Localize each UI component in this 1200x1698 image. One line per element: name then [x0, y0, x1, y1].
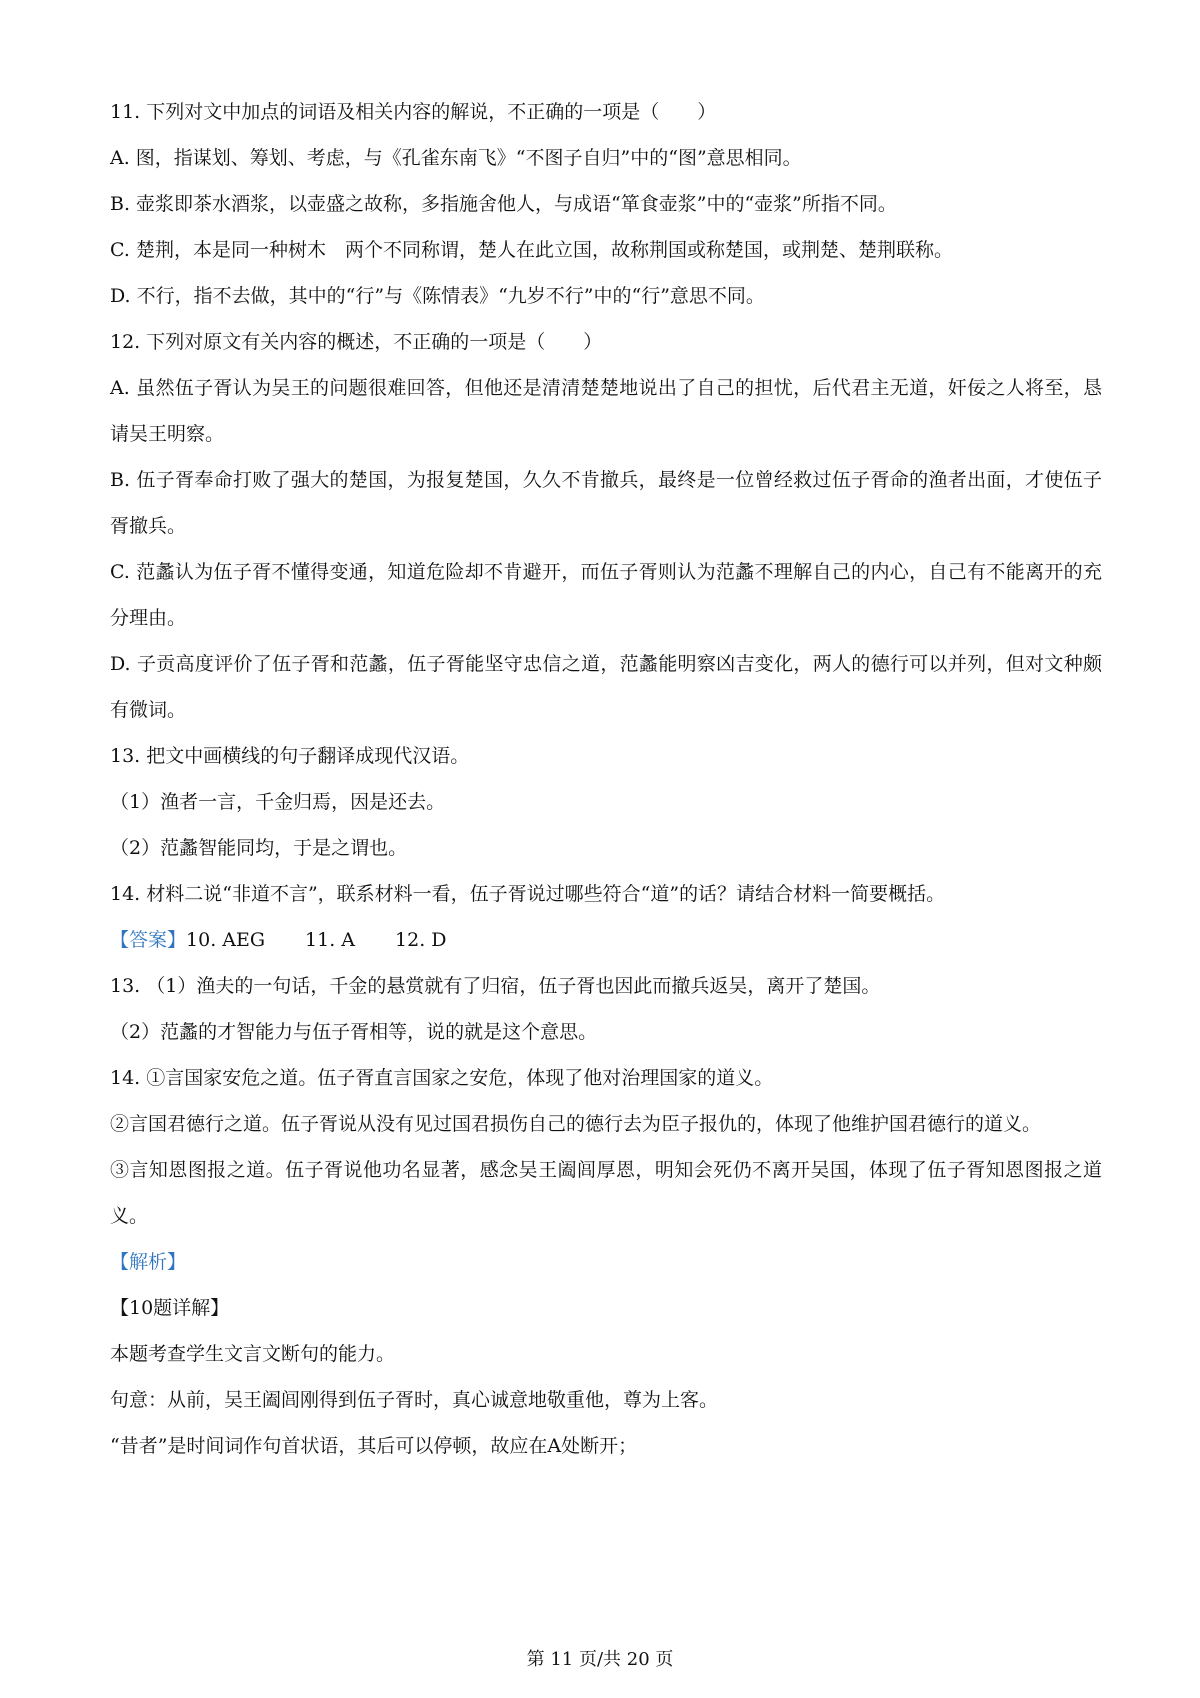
answer-q11: 11. A — [305, 929, 356, 951]
q11-option-d: D. 不行，指不去做，其中的“行”与《陈情表》“九岁不行”中的“行”意思不同。 — [110, 285, 765, 307]
analysis-paragraph-3: “昔者”是时间词作句首状语，其后可以停顿，故应在A处断开； — [110, 1435, 638, 1457]
answer-q14-point-3: ③言知恩图报之道。伍子胥说他功名显著，感念吴王阖闾厚恩，明知会死仍不离开吴国，体现了伍子胥知恩图报之道义。 — [110, 1159, 1102, 1227]
q12-option-a: A. 虽然伍子胥认为吴王的问题很难回答，但他还是清清楚楚地说出了自己的担忧，后代君主无道，奸佞之人将至，恳请吴王明察。 — [110, 377, 1102, 445]
q12-stem: 12. 下列对原文有关内容的概述，不正确的一项是（ ） — [110, 331, 603, 353]
answer-q12: 12. D — [395, 929, 447, 951]
q11-option-c: C. 楚荆，本是同一种树木 两个不同称谓，楚人在此立国，故称荆国或称楚国，或荆楚、楚荆联称。 — [110, 239, 953, 261]
q12-option-d: D. 子贡高度评价了伍子胥和范蠡，伍子胥能坚守忠信之道，范蠡能明察凶吉变化，两人的德行可以并列，但对文种颇有微词。 — [110, 653, 1102, 721]
q11-option-a: A. 图，指谋划、筹划、考虑，与《孔雀东南飞》“不图子自归”中的“图”意思相同。 — [110, 147, 802, 169]
q13-sentence-1: （1）渔者一言，千金归焉，因是还去。 — [110, 791, 446, 813]
answer-tag: 【答案】 — [110, 929, 187, 951]
q12-option-c: C. 范蠡认为伍子胥不懂得变通，知道危险却不肯避开，而伍子胥则认为范蠡不理解自己的内心，自己有不能离开的充分理由。 — [110, 561, 1102, 629]
q13-sentence-2: （2）范蠡智能同均，于是之谓也。 — [110, 837, 408, 859]
analysis-tag: 【解析】 — [110, 1251, 187, 1273]
answer-q13-line-1: 13. （1）渔夫的一句话，千金的悬赏就有了归宿，伍子胥也因此而撤兵返吴，离开了楚国。 — [110, 975, 881, 997]
analysis-paragraph-2: 句意：从前，吴王阖闾刚得到伍子胥时，真心诚意地敬重他，尊为上客。 — [110, 1389, 719, 1411]
analysis-paragraph-1: 本题考查学生文言文断句的能力。 — [110, 1343, 396, 1365]
q11-stem: 11. 下列对文中加点的词语及相关内容的解说，不正确的一项是（ ） — [110, 101, 717, 123]
q11-option-b: B. 壶浆即茶水酒浆，以壶盛之故称，多指施舍他人，与成语“箪食壶浆”中的“壶浆”所指不同。 — [110, 193, 897, 215]
answer-q13-line-2: （2）范蠡的才智能力与伍子胥相等，说的就是这个意思。 — [110, 1021, 598, 1043]
page-content — [110, 98, 1102, 1478]
q14-stem: 14. 材料二说“非道不言”，联系材料一看，伍子胥说过哪些符合“道”的话？请结合材料一简要概括。 — [110, 883, 946, 905]
page-footer: 第 11 页/共 20 页 — [526, 1649, 674, 1670]
analysis-q10-heading: 【10题详解】 — [110, 1297, 230, 1319]
answer-q14-point-1: 14. ①言国家安危之道。伍子胥直言国家之安危，体现了他对治理国家的道义。 — [110, 1067, 774, 1089]
answer-q10: 10. AEG — [186, 929, 266, 951]
answer-summary-line — [110, 926, 1102, 954]
answer-q14-point-2: ②言国君德行之道。伍子胥说从没有见过国君损伤自己的德行去为臣子报仇的，体现了他维护国君德行的道义。 — [110, 1113, 1042, 1135]
q12-option-b: B. 伍子胥奉命打败了强大的楚国，为报复楚国，久久不肯撤兵，最终是一位曾经救过伍子胥命的渔者出面，才使伍子胥撤兵。 — [110, 469, 1102, 537]
q13-stem: 13. 把文中画横线的句子翻译成现代汉语。 — [110, 745, 470, 767]
